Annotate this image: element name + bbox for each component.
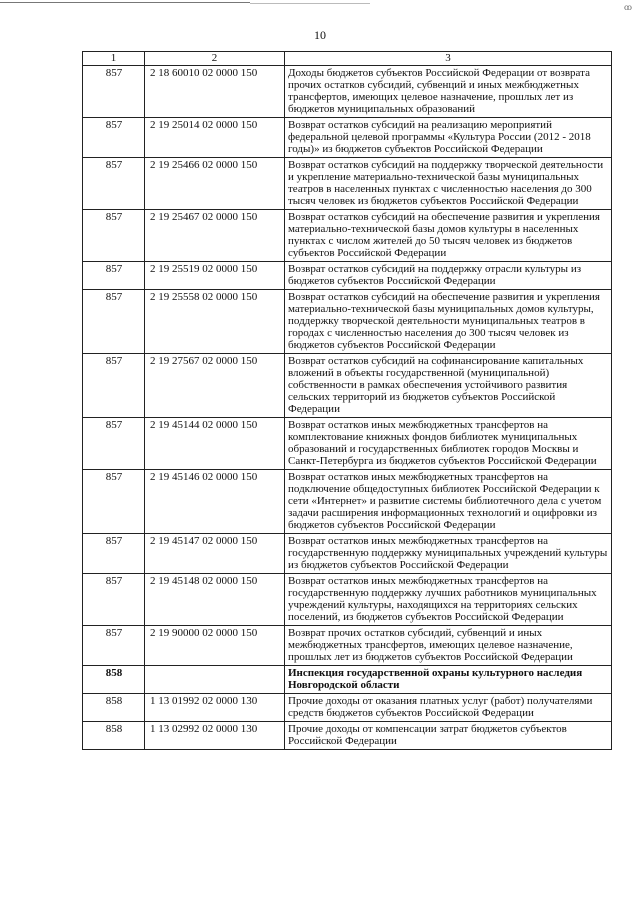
admin-code-cell: 857 [83, 534, 145, 574]
revenue-code-cell: 2 19 45144 02 0000 150 [145, 418, 285, 470]
revenue-code-cell [145, 666, 285, 694]
budget-codes-table [82, 51, 612, 750]
scan-edge-line [0, 2, 250, 3]
table-row [83, 534, 612, 574]
table-row [83, 694, 612, 722]
scan-edge-line [250, 3, 370, 4]
admin-code-cell: 857 [83, 290, 145, 354]
revenue-code-cell: 1 13 02992 02 0000 130 [145, 722, 285, 750]
table-row [83, 722, 612, 750]
admin-code-cell: 857 [83, 418, 145, 470]
revenue-code-cell: 2 19 25558 02 0000 150 [145, 290, 285, 354]
table-row [83, 666, 612, 694]
table-row [83, 66, 612, 118]
admin-code-cell: 857 [83, 118, 145, 158]
table-row [83, 354, 612, 418]
revenue-name-cell: Возврат остатков субсидий на обеспечение развития и укрепления материально-технической базы домов культуры в населенных пунктах с числом жителей до 50 тысяч человек из бюджетов субъектов Российской Федерации [285, 210, 612, 262]
admin-code-cell: 857 [83, 158, 145, 210]
admin-code-cell: 858 [83, 666, 145, 694]
revenue-name-cell: Возврат остатков субсидий на реализацию мероприятий федеральной целевой программы «Культура России (2012 - 2018 годы)» из бюджетов субъектов Российской Федерации [285, 118, 612, 158]
admin-code-cell: 857 [83, 470, 145, 534]
page-number: 10 [314, 28, 326, 42]
revenue-code-cell: 1 13 01992 02 0000 130 [145, 694, 285, 722]
column-header-2: 2 [145, 52, 285, 66]
revenue-code-cell: 2 19 25467 02 0000 150 [145, 210, 285, 262]
revenue-name-cell: Возврат остатков субсидий на софинансирование капитальных вложений в объекты государственной (муниципальной) собственности в рамках обеспечения устойчивого развития сельских территорий из бюджетов субъектов Российской Федерации [285, 354, 612, 418]
table-header-row [83, 52, 612, 66]
revenue-name-cell: Возврат остатков субсидий на поддержку отрасли культуры из бюджетов субъектов Российской Федерации [285, 262, 612, 290]
corner-mark: ꝏ [624, 3, 632, 12]
revenue-name-cell: Доходы бюджетов субъектов Российской Федерации от возврата прочих остатков субсидий, субвенций и иных межбюджетных трансфертов, имеющих целевое назначение, прошлых лет из бюджетов муниципальных образований [285, 66, 612, 118]
table-row [83, 418, 612, 470]
revenue-code-cell: 2 18 60010 02 0000 150 [145, 66, 285, 118]
column-header-1: 1 [83, 52, 145, 66]
table-row [83, 210, 612, 262]
revenue-name-cell: Инспекция государственной охраны культурного наследия Новгородской области [285, 666, 612, 694]
table-row [83, 574, 612, 626]
revenue-name-cell: Возврат остатков иных межбюджетных трансфертов на государственную поддержку муниципальных учреждений культуры из бюджетов субъектов Российской Федерации [285, 534, 612, 574]
revenue-code-cell: 2 19 25466 02 0000 150 [145, 158, 285, 210]
admin-code-cell: 858 [83, 722, 145, 750]
revenue-code-cell: 2 19 45146 02 0000 150 [145, 470, 285, 534]
table-row [83, 626, 612, 666]
revenue-name-cell: Прочие доходы от компенсации затрат бюджетов субъектов Российской Федерации [285, 722, 612, 750]
revenue-code-cell: 2 19 25519 02 0000 150 [145, 262, 285, 290]
table-row [83, 262, 612, 290]
revenue-code-cell: 2 19 25014 02 0000 150 [145, 118, 285, 158]
revenue-name-cell: Возврат остатков иных межбюджетных трансфертов на государственную поддержку лучших работников муниципальных учреждений культуры, находящихся на территориях сельских поселений, из бюджетов субъектов Российской Федерации [285, 574, 612, 626]
revenue-code-cell: 2 19 45147 02 0000 150 [145, 534, 285, 574]
table-row [83, 290, 612, 354]
admin-code-cell: 857 [83, 354, 145, 418]
revenue-code-cell: 2 19 90000 02 0000 150 [145, 626, 285, 666]
revenue-code-cell: 2 19 27567 02 0000 150 [145, 354, 285, 418]
admin-code-cell: 858 [83, 694, 145, 722]
column-header-3: 3 [285, 52, 612, 66]
table-row [83, 118, 612, 158]
table-row [83, 470, 612, 534]
admin-code-cell: 857 [83, 210, 145, 262]
admin-code-cell: 857 [83, 66, 145, 118]
revenue-name-cell: Прочие доходы от оказания платных услуг (работ) получателями средств бюджетов субъектов Российской Федерации [285, 694, 612, 722]
admin-code-cell: 857 [83, 626, 145, 666]
table-row [83, 158, 612, 210]
revenue-name-cell: Возврат остатков субсидий на обеспечение развития и укрепления материально-технической базы муниципальных домов культуры, поддержку творческой деятельности муниципальных театров в городах с численностью населения до 300 тысяч человек из бюджетов субъектов Российской Федерации [285, 290, 612, 354]
revenue-name-cell: Возврат прочих остатков субсидий, субвенций и иных межбюджетных трансфертов, имеющих целевое назначение, прошлых лет из бюджетов субъектов Российской Федерации [285, 626, 612, 666]
revenue-name-cell: Возврат остатков иных межбюджетных трансфертов на подключение общедоступных библиотек Российской Федерации к сети «Интернет» и развитие системы библиотечного дела с учетом задачи расширения информационных технологий и оцифровки из бюджетов субъектов Российской Федерации [285, 470, 612, 534]
admin-code-cell: 857 [83, 574, 145, 626]
revenue-name-cell: Возврат остатков иных межбюджетных трансфертов на комплектование книжных фондов библиотек муниципальных образований и государственных библиотек городов Москвы и Санкт-Петербурга из бюджетов субъектов Российской Федерации [285, 418, 612, 470]
admin-code-cell: 857 [83, 262, 145, 290]
revenue-code-cell: 2 19 45148 02 0000 150 [145, 574, 285, 626]
revenue-name-cell: Возврат остатков субсидий на поддержку творческой деятельности и укрепление материально-технической базы муниципальных театров в населенных пунктах с численностью населения до 300 тысяч человек из бюджетов субъектов Российской Федерации [285, 158, 612, 210]
